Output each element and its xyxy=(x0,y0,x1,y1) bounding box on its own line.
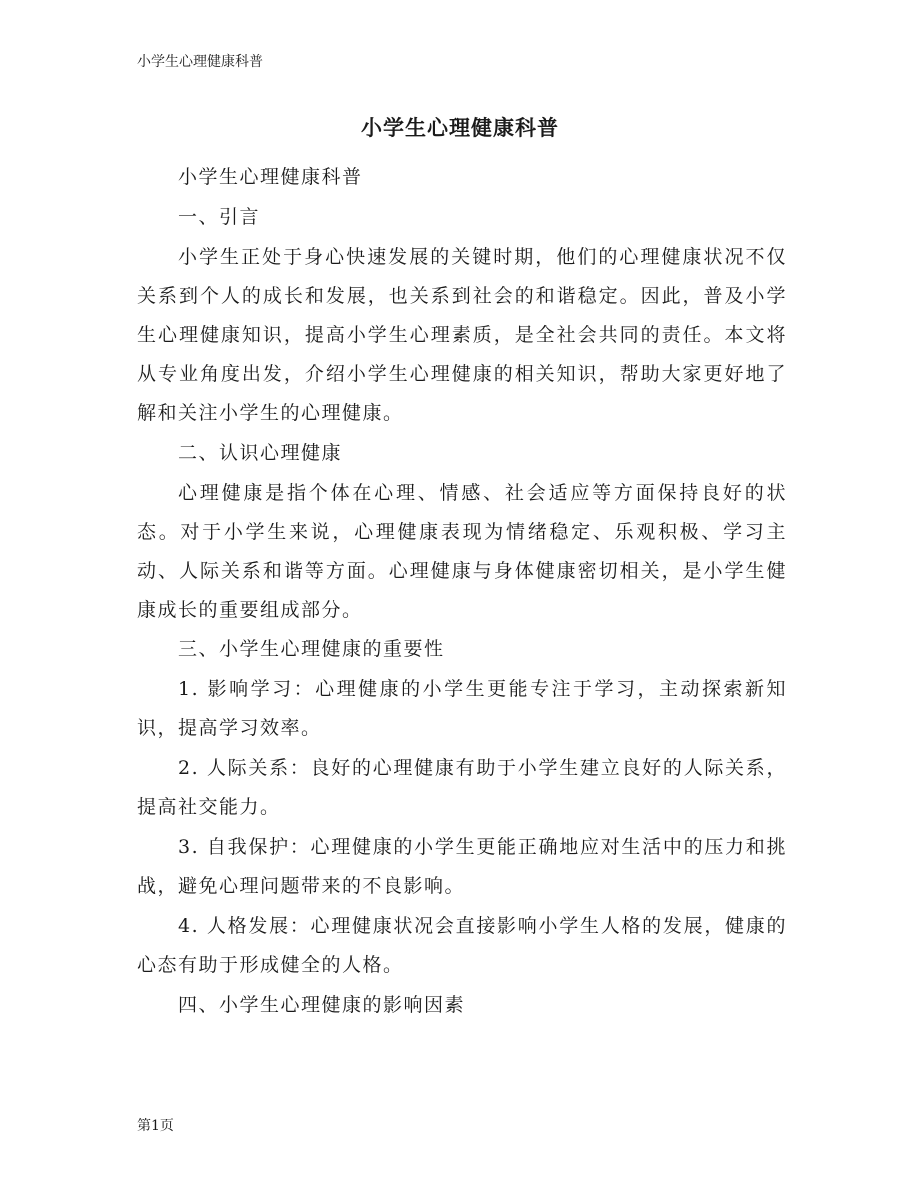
paragraph-understanding: 心理健康是指个体在心理、情感、社会适应等方面保持良好的状态。对于小学生来说，心理健康表现为情绪稳定、乐观积极、学习主动、人际关系和谐等方面。心理健康与身体健康密切相关，是小学生健康成长的重要组成部分。 xyxy=(137,481,787,621)
section-heading-intro: 一、引言 xyxy=(178,205,261,228)
paragraph-subtitle: 小学生心理健康科普 xyxy=(178,166,363,188)
section-heading-importance: 三、小学生心理健康的重要性 xyxy=(178,638,445,661)
list-item-relationships: 2. 人际关系：良好的心理健康有助于小学生建立良好的人际关系，提高社交能力。 xyxy=(137,757,787,819)
section-heading-understanding: 二、认识心理健康 xyxy=(178,441,343,464)
list-item-self-protection: 3. 自我保护：心理健康的小学生更能正确地应对生活中的压力和挑战，避免心理问题带来的不良影响。 xyxy=(137,836,787,898)
paragraph-intro: 小学生正处于身心快速发展的关键时期，他们的心理健康状况不仅关系到个人的成长和发展，也关系到社会的和谐稳定。因此，普及小学生心理健康知识，提高小学生心理素质，是全社会共同的责任。本文将从专业角度出发，介绍小学生心理健康的相关知识，帮助大家更好地了解和关注小学生的心理健康。 xyxy=(137,245,787,424)
document-title: 小学生心理健康科普 xyxy=(361,115,559,140)
list-item-learning: 1. 影响学习：心理健康的小学生更能专注于学习，主动探索新知识，提高学习效率。 xyxy=(137,678,787,740)
list-item-personality: 4. 人格发展：心理健康状况会直接影响小学生人格的发展，健康的心态有助于形成健全的人格。 xyxy=(137,915,787,977)
document-body xyxy=(137,158,787,1026)
page-number: 第1页 xyxy=(137,1118,174,1134)
section-heading-factors: 四、小学生心理健康的影响因素 xyxy=(178,993,466,1016)
running-header: 小学生心理健康科普 xyxy=(137,54,263,70)
